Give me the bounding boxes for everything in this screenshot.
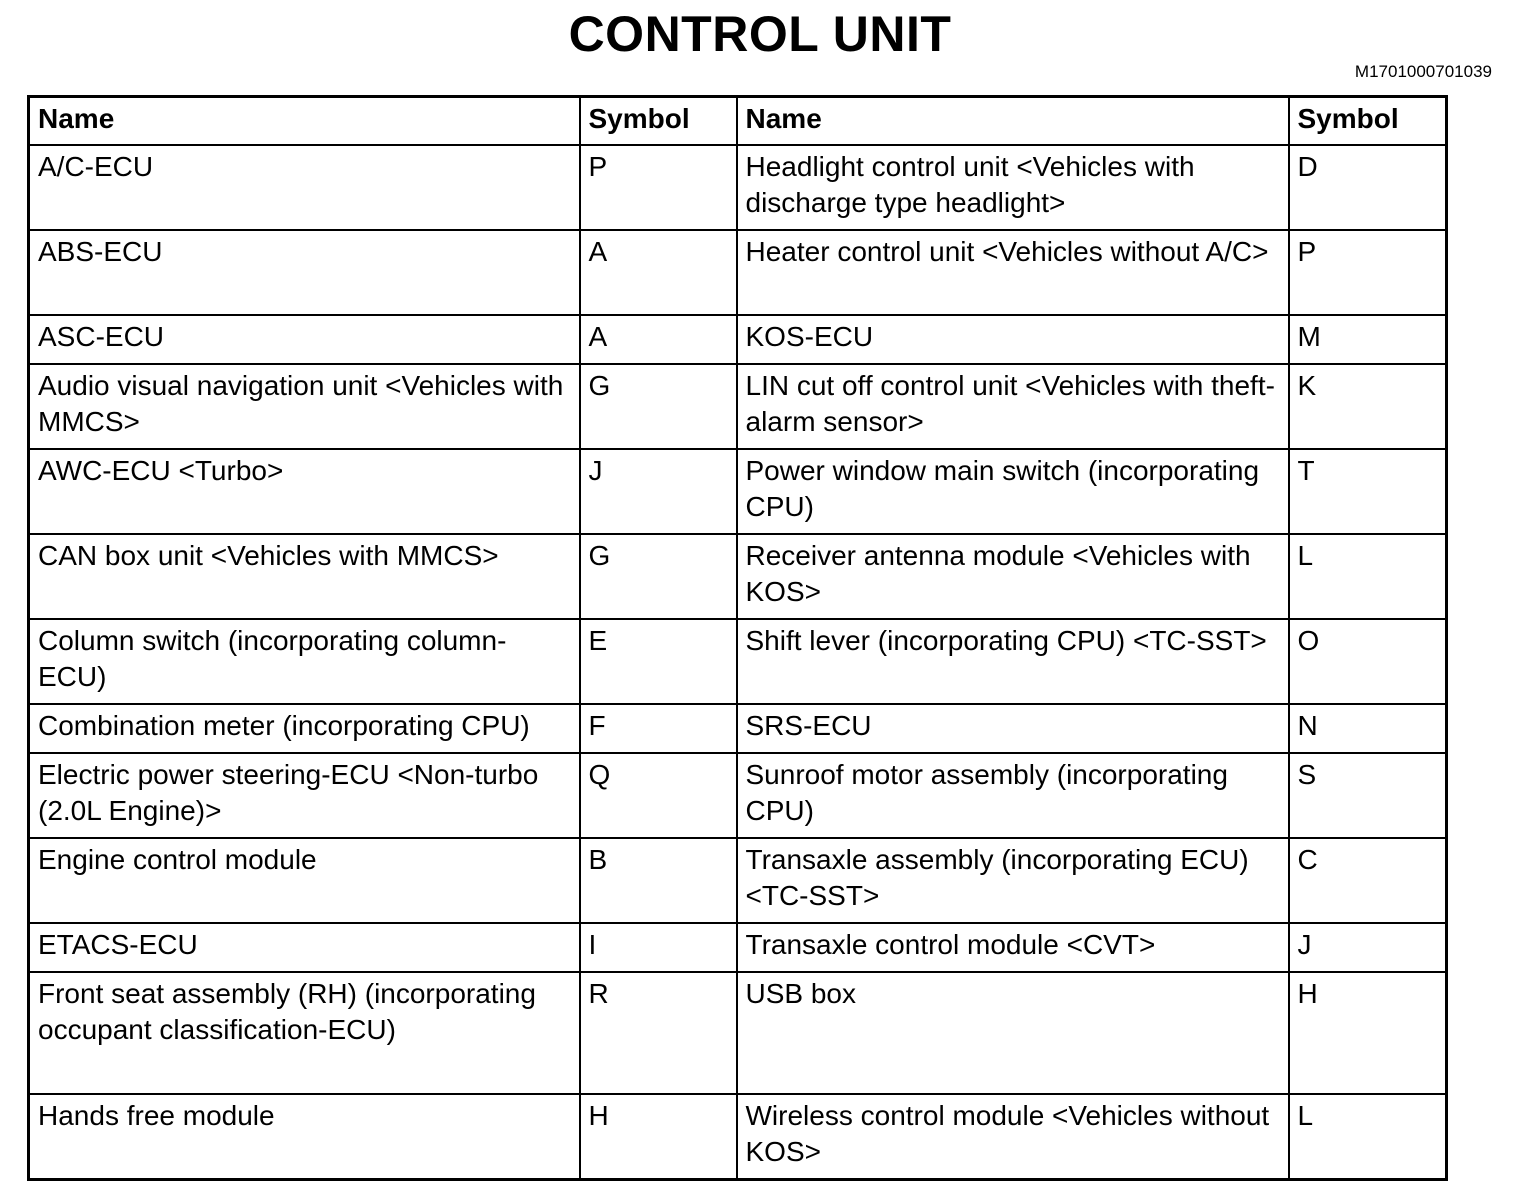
cell-symbol: S [1289, 753, 1447, 838]
cell-symbol: A [580, 230, 737, 315]
cell-symbol: D [1289, 145, 1447, 230]
cell-name: Wireless control module <Vehicles without KOS> [737, 1094, 1289, 1180]
cell-name: Front seat assembly (RH) (incorporating occupant classification-ECU) [29, 972, 580, 1094]
table-row [29, 838, 1447, 923]
cell-name: Electric power steering-ECU <Non-turbo (2.0L Engine)> [29, 753, 580, 838]
cell-name: KOS-ECU [737, 315, 1289, 364]
table-row [29, 619, 1447, 704]
cell-symbol: Q [580, 753, 737, 838]
cell-name: ETACS-ECU [29, 923, 580, 972]
cell-symbol: J [580, 449, 737, 534]
cell-symbol: R [580, 972, 737, 1094]
table-row [29, 534, 1447, 619]
cell-name: USB box [737, 972, 1289, 1094]
cell-name: Transaxle control module <CVT> [737, 923, 1289, 972]
cell-symbol: T [1289, 449, 1447, 534]
table-row [29, 923, 1447, 972]
cell-symbol: P [1289, 230, 1447, 315]
cell-symbol: J [1289, 923, 1447, 972]
cell-name: ABS-ECU [29, 230, 580, 315]
cell-name: Audio visual navigation unit <Vehicles with MMCS> [29, 364, 580, 449]
cell-name: Column switch (incorporating column-ECU) [29, 619, 580, 704]
cell-symbol: O [1289, 619, 1447, 704]
cell-name: LIN cut off control unit <Vehicles with theft-alarm sensor> [737, 364, 1289, 449]
cell-symbol: L [1289, 534, 1447, 619]
table-row [29, 315, 1447, 364]
cell-name: Receiver antenna module <Vehicles with KOS> [737, 534, 1289, 619]
cell-symbol: B [580, 838, 737, 923]
cell-symbol: A [580, 315, 737, 364]
table-row [29, 753, 1447, 838]
cell-symbol: H [580, 1094, 737, 1180]
table-row [29, 145, 1447, 230]
cell-symbol: N [1289, 704, 1447, 753]
cell-symbol: P [580, 145, 737, 230]
cell-symbol: G [580, 364, 737, 449]
column-header-name: Name [737, 97, 1289, 146]
cell-name: Hands free module [29, 1094, 580, 1180]
cell-symbol: C [1289, 838, 1447, 923]
cell-symbol: L [1289, 1094, 1447, 1180]
table-row [29, 704, 1447, 753]
cell-name: Power window main switch (incorporating CPU) [737, 449, 1289, 534]
table-header-row [29, 97, 1447, 146]
cell-symbol: E [580, 619, 737, 704]
document-id: M1701000701039 [1354, 62, 1492, 81]
cell-symbol: F [580, 704, 737, 753]
cell-name: Combination meter (incorporating CPU) [29, 704, 580, 753]
control-unit-table [27, 95, 1448, 1181]
table-row [29, 972, 1447, 1094]
table-row [29, 449, 1447, 534]
cell-name: AWC-ECU <Turbo> [29, 449, 580, 534]
table-row [29, 364, 1447, 449]
cell-name: Transaxle assembly (incorporating ECU) <TC-SST> [737, 838, 1289, 923]
table-row [29, 1094, 1447, 1180]
cell-name: Heater control unit <Vehicles without A/C> [737, 230, 1289, 315]
column-header-symbol: Symbol [580, 97, 737, 146]
page-title: CONTROL UNIT [568, 6, 952, 62]
column-header-symbol: Symbol [1289, 97, 1447, 146]
cell-symbol: I [580, 923, 737, 972]
cell-name: SRS-ECU [737, 704, 1289, 753]
column-header-name: Name [29, 97, 580, 146]
cell-symbol: G [580, 534, 737, 619]
cell-symbol: H [1289, 972, 1447, 1094]
cell-name: ASC-ECU [29, 315, 580, 364]
cell-symbol: K [1289, 364, 1447, 449]
cell-symbol: M [1289, 315, 1447, 364]
cell-name: CAN box unit <Vehicles with MMCS> [29, 534, 580, 619]
cell-name: Headlight control unit <Vehicles with discharge type headlight> [737, 145, 1289, 230]
cell-name: Shift lever (incorporating CPU) <TC-SST> [737, 619, 1289, 704]
table-row [29, 230, 1447, 315]
cell-name: Engine control module [29, 838, 580, 923]
cell-name: Sunroof motor assembly (incorporating CPU) [737, 753, 1289, 838]
cell-name: A/C-ECU [29, 145, 580, 230]
